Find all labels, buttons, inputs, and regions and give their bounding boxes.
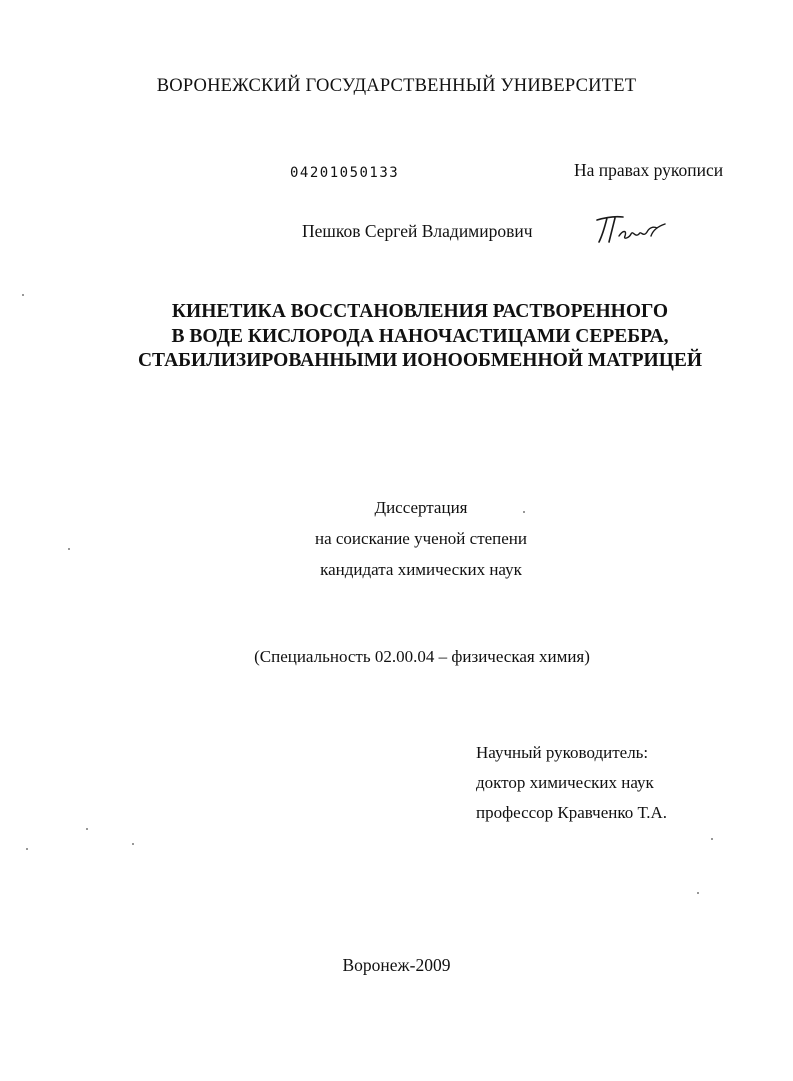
- scan-speck: [22, 294, 24, 296]
- manuscript-rights-note: На правах рукописи: [574, 160, 724, 180]
- title-line: СТАБИЛИЗИРОВАННЫМИ ИОНООБМЕННОЙ МАТРИЦЕЙ: [137, 350, 703, 371]
- thesis-line: Диссертация: [374, 498, 468, 517]
- scan-speck: [132, 843, 134, 845]
- scan-speck: [697, 892, 699, 894]
- scan-speck: [68, 548, 70, 550]
- dissertation-title: [100, 300, 740, 374]
- scan-speck: [86, 828, 88, 830]
- scan-speck: [523, 511, 525, 513]
- scan-speck: [26, 848, 28, 850]
- author-name: Пешков Сергей Владимирович: [302, 221, 533, 241]
- title-line: КИНЕТИКА ВОССТАНОВЛЕНИЯ РАСТВОРЕННОГО: [171, 301, 669, 322]
- thesis-line: кандидата химических наук: [320, 560, 522, 579]
- handwritten-signature: [593, 212, 673, 246]
- thesis-description: [244, 492, 598, 585]
- scan-speck: [711, 838, 713, 840]
- supervisor-line: профессор Кравченко Т.А.: [476, 803, 667, 822]
- supervisor-line: доктор химических наук: [476, 773, 654, 792]
- document-number: 04201050133: [290, 165, 400, 181]
- supervisor-line: Научный руководитель:: [476, 743, 649, 762]
- university-name: ВОРОНЕЖСКИЙ ГОСУДАРСТВЕННЫЙ УНИВЕРСИТЕТ: [156, 76, 637, 96]
- city-year: Воронеж-2009: [342, 955, 451, 975]
- title-line: В ВОДЕ КИСЛОРОДА НАНОЧАСТИЦАМИ СЕРЕБРА,: [171, 325, 669, 347]
- supervisor-block: [476, 738, 667, 828]
- specialty-line: (Специальность 02.00.04 – физическая химия): [254, 647, 590, 666]
- thesis-line: на соискание ученой степени: [314, 529, 528, 548]
